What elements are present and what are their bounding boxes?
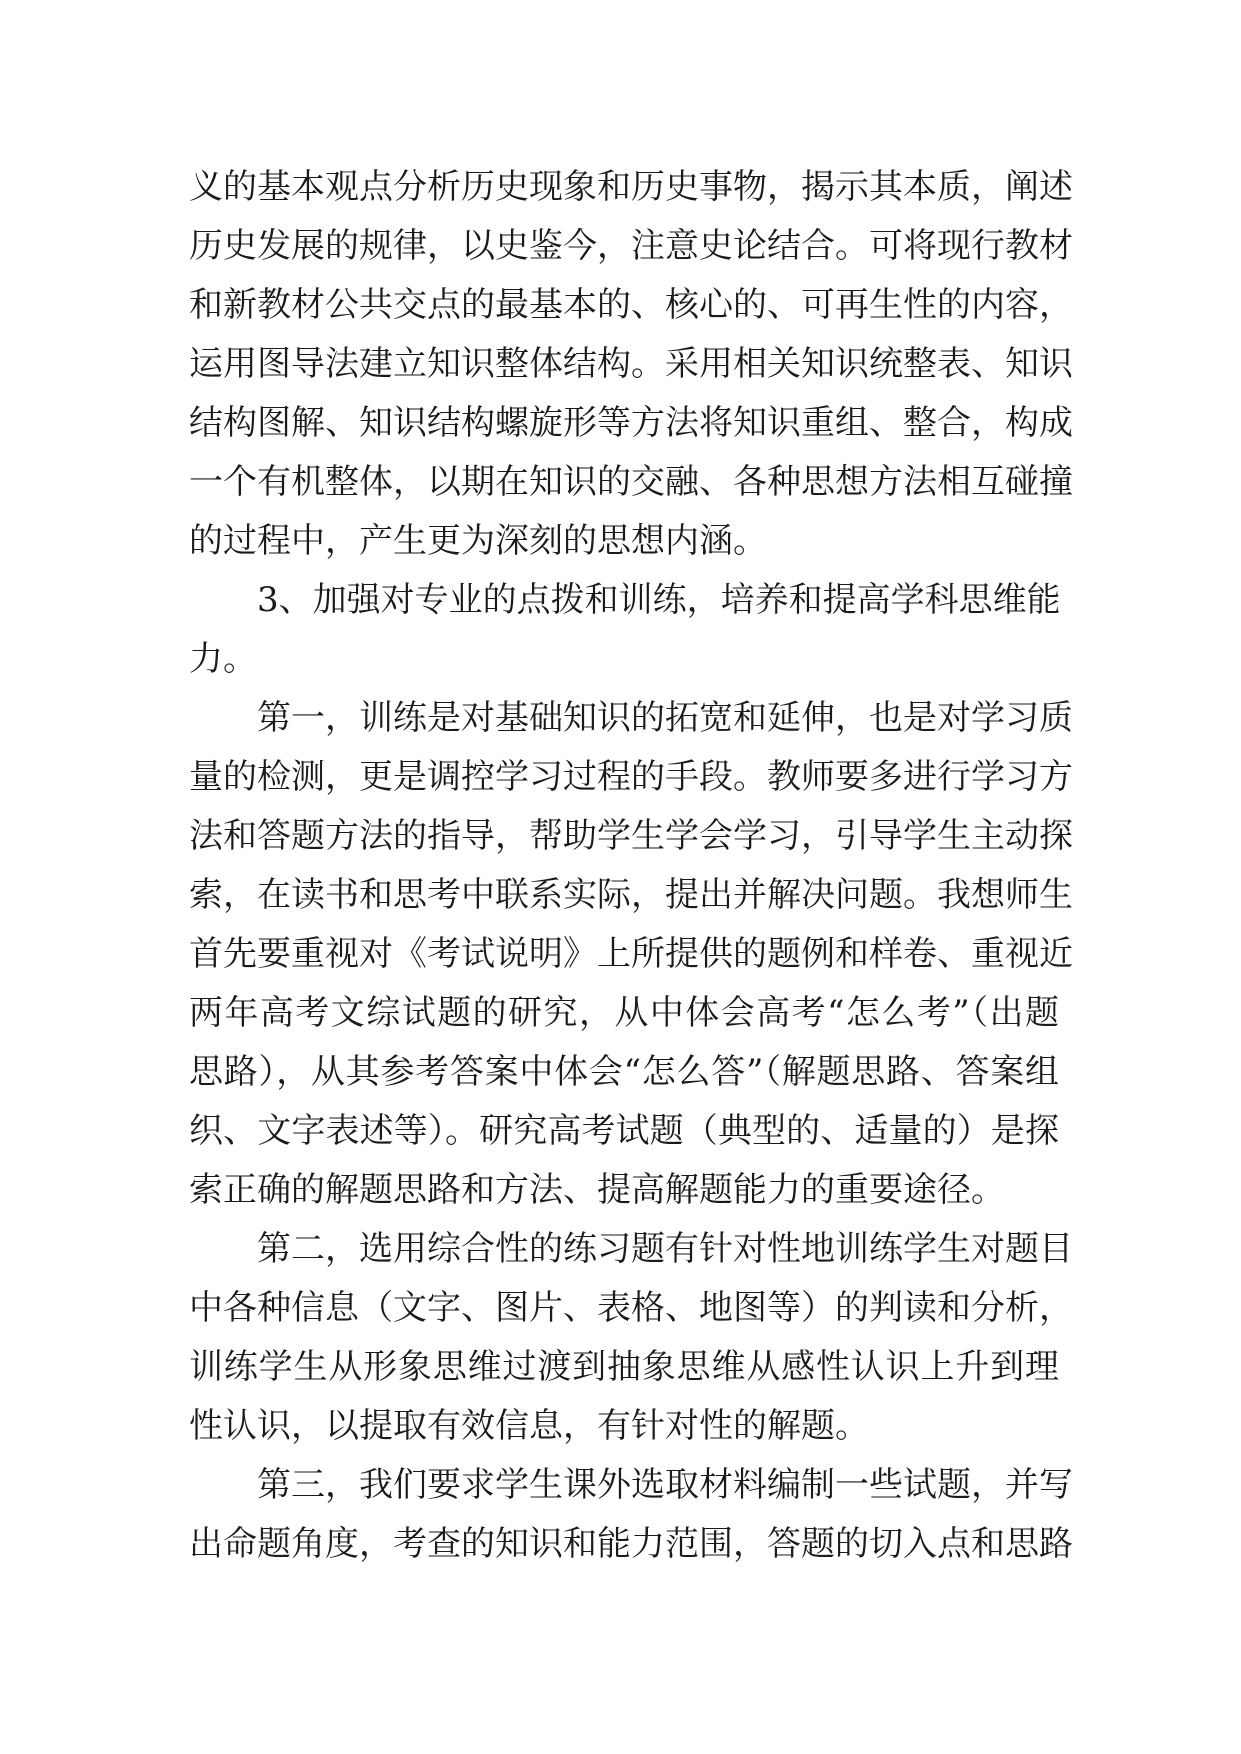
text-line: 力。 xyxy=(189,639,257,679)
text-line: 索正确的解题思路和方法、提高解题能力的重要途径。 xyxy=(189,1170,1005,1210)
text-line: 思路），从其参考答案中体会“怎么答”（解题思路、答案组 xyxy=(189,1052,1059,1092)
body-text xyxy=(189,158,1073,1574)
text-line: 第二，选用综合性的练习题有针对性地训练学生对题目 xyxy=(257,1229,1073,1269)
text-line: 第一，训练是对基础知识的拓宽和延伸，也是对学习质 xyxy=(257,698,1073,738)
text-line: 历史发展的规律，以史鉴今，注意史论结合。可将现行教材 xyxy=(189,226,1073,266)
text-line: 结构图解、知识结构螺旋形等方法将知识重组、整合，构成 xyxy=(189,403,1073,443)
paragraph-1 xyxy=(189,158,1073,571)
text-line: 的过程中，产生更为深刻的思想内涵。 xyxy=(189,521,767,561)
text-line: 索，在读书和思考中联系实际，提出并解决问题。我想师生 xyxy=(189,875,1073,915)
text-line: 第三，我们要求学生课外选取材料编制一些试题，并写 xyxy=(257,1465,1073,1505)
text-line: 义的基本观点分析历史现象和历史事物，揭示其本质，阐述 xyxy=(189,167,1073,207)
paragraph-2 xyxy=(189,571,1059,689)
text-line: 中各种信息（文字、图片、表格、地图等）的判读和分析， xyxy=(189,1288,1073,1328)
text-line: 首先要重视对《考试说明》上所提供的题例和样卷、重视近 xyxy=(189,934,1073,974)
text-line: 量的检测，更是调控学习过程的手段。教师要多进行学习方 xyxy=(189,757,1073,797)
text-line: 一个有机整体，以期在知识的交融、各种思想方法相互碰撞 xyxy=(189,462,1073,502)
paragraph-4 xyxy=(189,1220,1073,1456)
text-line: 性认识，以提取有效信息，有针对性的解题。 xyxy=(189,1406,869,1446)
text-line: 织、文字表述等）。研究高考试题（典型的、适量的）是探 xyxy=(189,1111,1059,1151)
text-line: 和新教材公共交点的最基本的、核心的、可再生性的内容， xyxy=(189,285,1073,325)
text-line: 3、加强对专业的点拨和训练，培养和提高学科思维能 xyxy=(257,580,1061,620)
paragraph-5 xyxy=(189,1456,1073,1574)
text-line: 出命题角度，考查的知识和能力范围，答题的切入点和思路 xyxy=(189,1524,1073,1564)
text-line: 法和答题方法的指导，帮助学生学会学习，引导学生主动探 xyxy=(189,816,1073,856)
text-line: 训练学生从形象思维过渡到抽象思维从感性认识上升到理 xyxy=(189,1347,1059,1387)
text-line: 运用图导法建立知识整体结构。采用相关知识统整表、知识 xyxy=(189,344,1073,384)
text-line: 两年高考文综试题的研究，从中体会高考“怎么考”（出题 xyxy=(189,993,1059,1033)
paragraph-3 xyxy=(189,689,1073,1220)
